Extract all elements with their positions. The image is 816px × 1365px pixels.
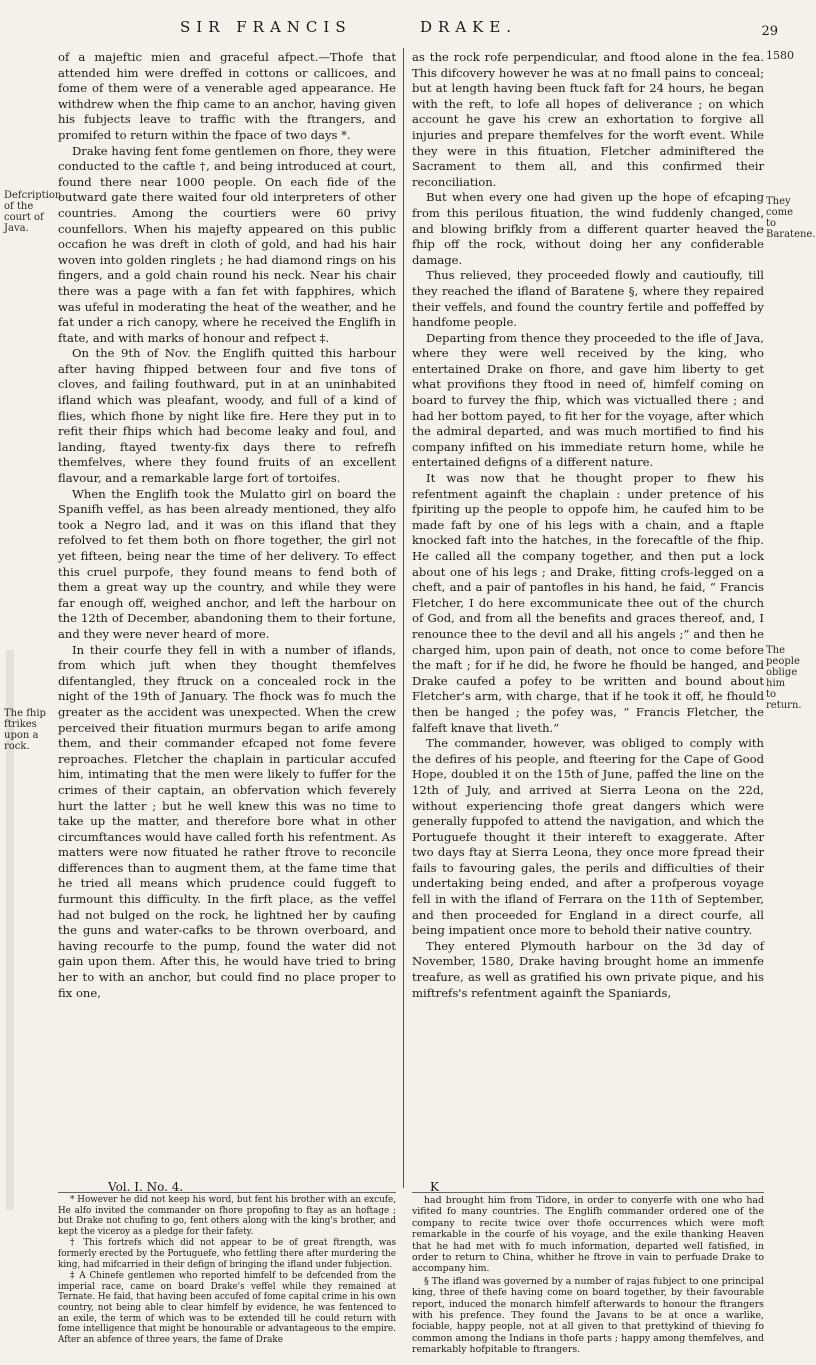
margin-note-people-oblige: The people oblige him to return.	[766, 645, 802, 711]
page-number: 29	[761, 24, 778, 39]
footnote: ‡ A Chinefe gentlemen who reported himfelf to be defcended from the imperial race, came on board Drake's veffel while they remained at Ternate. He faid, that having been accufed of fome capital crime in his own country, not being able to clear himfelf by evidence, he was fentenced to an exile, the term of which was to be extended till he could return with fome intelligence that might be honourable or advantageous to the empire. After an abfence of three years, the fame of Drake	[58, 1271, 396, 1345]
paragraph: Drake having fent fome gentlemen on fhore, they were conducted to the caftle †, and being introduced at court, found there near 1000 people. On each fide of the outward gate there waited four old interpreters of other countries. Among the courtiers were 60 privy counfellors. When his majefty appeared on this public occafion he was dreft in cloth of gold, and had his hair woven into golden ringlets ; he had diamond rings on his fingers, and a gold chain round his neck. Near his chair there was a page with a fan fet with fapphires, which was ufeful in moderating the heat of the weather, and he fat under a rich canopy, where he received the Englifh in ftate, and with marks of honour and refpect ‡.	[58, 143, 396, 345]
margin-note-ship-strikes: The fhip ftrikes upon a rock.	[4, 708, 46, 752]
footnote: † This fortrefs which did not appear to be of great ftrength, was formerly erected by the Portuguefe, who fettling there after murdering the king, had mifcarried in their defign of bringing the ifland under fubjection.	[58, 1238, 396, 1270]
footnotes-right	[412, 1195, 764, 1357]
column-divider	[403, 48, 404, 1188]
paragraph: The commander, however, was obliged to comply with the defires of his people, and fteering for the Cape of Good Hope, doubled it on the 15th of June, paffed the line on the 12th of July, and arrived at Sierra Leona on the 22d, without experiencing thofe great dangers which were generally fuppofed to attend the navigation, and which the Portuguefe thought it their intereft to exaggerate. After two days ftay at Sierra Leona, they once more fpread their fails to favouring gales, the perils and difficulties of their undertaking being ended, and after a profperous voyage fell in with the ifland of Ferrara on the 11th of September, and then proceeded for England in a direct courfe, all being impatient once more to behold their native country.	[412, 736, 764, 938]
paragraph: Departing from thence they proceeded to the ifle of Java, where they were well received by the king, who entertained Drake on fhore, and gave him liberty to get what provifions they ftood in need of, himfelf coming on board to furvey the fhip, which was victualled there ; and had her bottom payed, to fit her for the voyage, after which the admiral departed, and was much mortified to find his company infifted on his immediate return home, while he entertained defigns of a different nature.	[412, 330, 764, 470]
footnote: § The ifland was governed by a number of rajas fubject to one principal king, three of thefe having come on board together, by their favourable report, induced the monarch himfelf afterwards to honour the ftrangers with his prefence. They found the Javans to be at once a warlike, fociable, happy people, not at all given to that prettykind of thieving fo common among the Indians in thofe parts ; happy among themfelves, and remarkably hofpitable to ftrangers.	[412, 1275, 764, 1356]
paragraph: When the Englifh took the Mulatto girl on board the Spanifh veffel, as has been already mentioned, they alfo took a Negro lad, and it was on this ifland that they refolved to fet them both on fhore together, the girl not yet fifteen, being near the time of her delivery. To effect this cruel purpofe, they found means to fend both of them a great way up the country, and while they were far enough off, weighed anchor, and left the harbour on the 12th of December, abandoning them to their fortune, and they were never heard of more.	[58, 486, 396, 641]
paragraph: But when every one had given up the hope of efcaping from this perilous fituation, the wind fuddenly changed, and blowing brifkly from a different quarter heaved the fhip off the rock, without doing her any confiderable damage.	[412, 190, 764, 267]
footnote: had brought him from Tidore, in order to conyerfe with one who had vifited fo many countries. The Englifh commander ordered one of the company to recite twice over thofe occurrences which were moft remarkable in the courfe of his voyage, and the exile thanking Heaven that he had met with fo much information, departed well fatisfied, in order to return to China, whither he ftrove in vain to perfuade Drake to accompany him.	[412, 1195, 764, 1275]
paragraph: as the rock rofe perpendicular, and ftood alone in the fea. This difcovery however he was at no fmall pains to conceal; but at length having been ftuck faft for 24 hours, he began with the reft, to lofe all hopes of deliverance ; on which account he gave his crew an exhortation to forgive all injuries and prepare themfelves for the worft event. While they were in this fituation, Fletcher adminiftered the Sacrament to them all, and this confirmed their reconciliation.	[412, 50, 764, 189]
header-left: SIR FRANCIS	[180, 18, 352, 36]
footnote-rule-right	[412, 1192, 764, 1193]
paragraph: In their courfe they fell in with a number of iflands, from which juft when they thought themfelves difentangled, they ftruck on a concealed rock in the night of the 19th of January. The fhock was fo much the greater as the accident was unexpected. When the crew perceived their fituation murmurs began to arife among them, and their commander efcaped not fome fevere reproaches. Fletcher the chaplain in particular accufed him, intimating that the men were likely to fuffer for the crimes of their captain, an obfervation which feverely hurt the latter ; but he well knew this was no time to take up the matter, and therefore bore what in other circumftances would have called forth his refentment. As matters were now fituated he rather ftrove to reconcile differences than to augment them, at the fame time that he tried all means which prudence could fuggeft to furmount this difficulty. In the firft place, as the veffel had not bulged on the rock, he lightned her by caufing the guns and water-cafks to be thrown overboard, and having recourfe to the pump, found the water did not gain upon them. After this, he would have tried to bring her to with an anchor, but could find no place proper to fix one,	[58, 642, 396, 1000]
right-column	[412, 50, 764, 1001]
margin-note-year: 1580	[766, 49, 794, 62]
paragraph: On the 9th of Nov. the Englifh quitted this harbour after having fhipped between four and five tons of cloves, and failing fouthward, put in at an uninhabited ifland which was pleafant, woody, and full of a kind of flies, which fhone by night like fire. Here they put in to refit their fhips which had become leaky and foul, and landing, ftayed twenty-fix days there to refrefh themfelves, where they found fruits of an excellent flavour, and a remarkable large fort of tortoifes.	[58, 346, 396, 486]
paragraph: Thus relieved, they proceeded flowly and cautioufly, till they reached the ifland of Baratene §, where they repaired their veffels, and found the country fertile and poffeffed by handfome people.	[412, 268, 764, 330]
paragraph: They entered Plymouth harbour on the 3d day of November, 1580, Drake having brought home an immenfe treafure, as well as gratified his own private pique, and his miftrefs's refentment againft the Spaniards,	[412, 938, 764, 1000]
footnote: * However he did not keep his word, but fent his brother with an excufe, He alfo invited the commander on fhore propofing to ftay as an hoftage ; but Drake not chufing to go, fent others along with the king's brother, and kept the viceroy as a pledge for their fafety.	[58, 1195, 396, 1237]
paragraph: It was now that he thought proper to fhew his refentment againft the chaplain : under pretence of his fpiriting up the people to oppofe him, he caufed him to be made faft by one of his legs with a chain, and a ftaple knocked faft into the hatches, in the forecaftle of the fhip. He called all the company together, and then put a lock about one of his legs ; and Drake, fitting crofs-legged on a cheft, and a pair of pantofles in his hand, he faid, “ Francis Fletcher, I do here excommunicate thee out of the church of God, and from all the benefits and graces thereof, and, I renounce thee to the devil and all his angels ;” and then he charged him, upon pain of death, not once to come before the maft ; for if he did, he fwore he fhould be hanged, and Drake caufed a pofey to be written and bound about Fletcher's arm, with charge, that if he took it off, he fhould then be hanged ; the pofey was, “ Francis Fletcher, the falfeft knave that liveth.”	[412, 471, 764, 735]
footnote-rule-left	[58, 1192, 396, 1193]
margin-note-come-to: They come to Baratene.	[766, 196, 816, 240]
signature-left: Vol. I. No. 4.	[108, 1180, 184, 1194]
running-header	[0, 18, 800, 46]
margin-note-description: Defcription of the court of Java.	[4, 190, 62, 234]
left-column	[58, 50, 396, 1001]
footnotes-left	[58, 1195, 396, 1346]
signature-right: K	[430, 1180, 439, 1194]
header-right: DRAKE.	[420, 18, 518, 36]
paragraph: of a majeftic mien and graceful afpect.—Thofe that attended him were dreffed in cottons or callicoes, and fome of them were of a venerable aged appearance. He withdrew when the fhip came to an anchor, having given his fubjects leave to traffic with the ftrangers, and promifed to return within the fpace of two days *.	[58, 50, 396, 142]
